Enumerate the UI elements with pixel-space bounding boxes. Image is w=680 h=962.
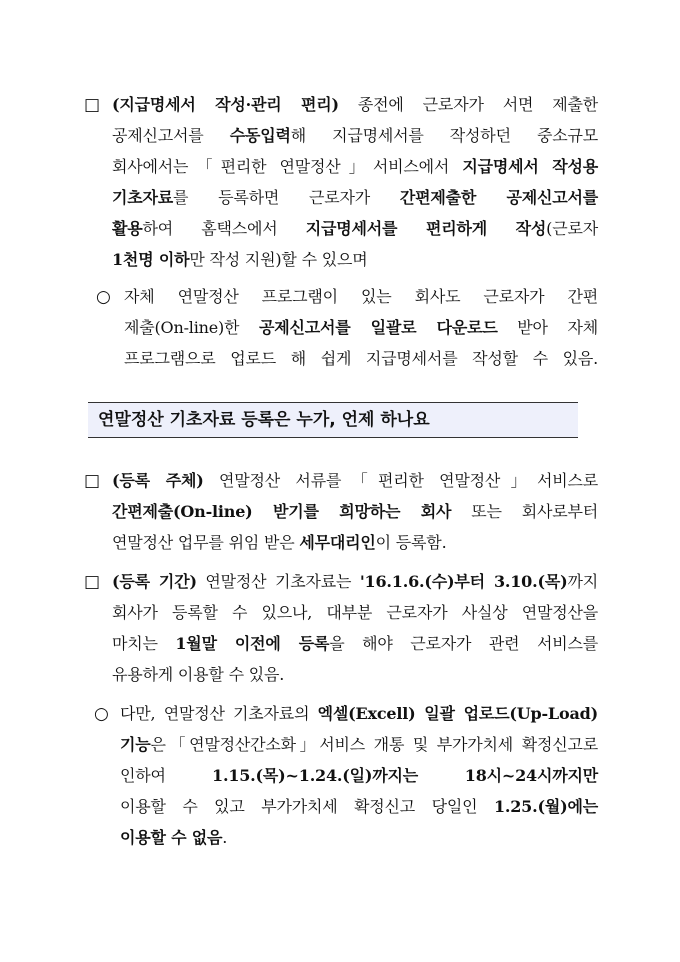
square-bullet-icon: □ [84,572,101,592]
paragraph-line: 공제신고서를 수동입력해 지급명세서를 작성하던 중소규모 [112,126,598,145]
paragraph-line: 제출(On-line)한 공제신고서를 일괄로 다운로드 받아 자체 [124,318,598,337]
paragraph-line: 자체 연말정산 프로그램이 있는 회사도 근로자가 간편 [124,287,598,306]
paragraph-line: 간편제출(On-line) 받기를 희망하는 회사 또는 회사로부터 [112,502,598,521]
paragraph-line: 활용하여 홈택스에서 지급명세서를 편리하게 작성(근로자 [112,219,598,238]
section-heading-box [88,402,578,438]
paragraph-line: 기능은「연말정산간소화」서비스 개통 및 부가가치세 확정신고로 [120,735,598,754]
paragraph-line: 1천명 이하만 작성 지원)할 수 있으며 [112,250,368,269]
paragraph-line: 연말정산 업무를 위임 받은 세무대리인이 등록함. [112,533,447,552]
square-bullet-icon: □ [84,471,101,491]
section-heading: 연말정산 기초자료 등록은 누가, 언제 하나요 [98,410,430,430]
paragraph-line: (등록 주체) 연말정산 서류를「편리한 연말정산」서비스로 [112,471,598,490]
paragraph-line: 기초자료를 등록하면 근로자가 간편제출한 공제신고서를 [112,188,598,207]
paragraph-line: 유용하게 이용할 수 있음. [112,665,285,684]
paragraph-line: 인하여 1.15.(목)~1.24.(일)까지는 18시~24시까지만 [120,766,599,785]
square-bullet-icon: □ [84,95,101,115]
paragraph-line: (등록 기간) 연말정산 기초자료는 '16.1.6.(수)부터 3.10.(목)까지 [112,572,598,591]
circle-bullet-icon: ○ [94,704,109,724]
paragraph-line: 이용할 수 없음. [120,828,228,847]
paragraph-line: 이용할 수 있고 부가가치세 확정신고 당일인 1.25.(월)에는 [120,797,598,816]
circle-bullet-icon: ○ [96,287,111,307]
paragraph-line: 프로그램으로 업로드 해 쉽게 지급명세서를 작성할 수 있음. [124,349,598,368]
paragraph-line: 다만, 연말정산 기초자료의 엑셀(Excell) 일괄 업로드(Up-Load) [120,704,598,723]
paragraph-line: 회사가 등록할 수 있으나, 대부분 근로자가 사실상 연말정산을 [112,603,598,622]
paragraph-line: 마치는 1월말 이전에 등록을 해야 근로자가 관련 서비스를 [112,634,599,653]
paragraph-line: 회사에서는「편리한 연말정산」서비스에서 지급명세서 작성용 [112,157,598,176]
paragraph-line: (지급명세서 작성·관리 편리) 종전에 근로자가 서면 제출한 [112,95,598,114]
